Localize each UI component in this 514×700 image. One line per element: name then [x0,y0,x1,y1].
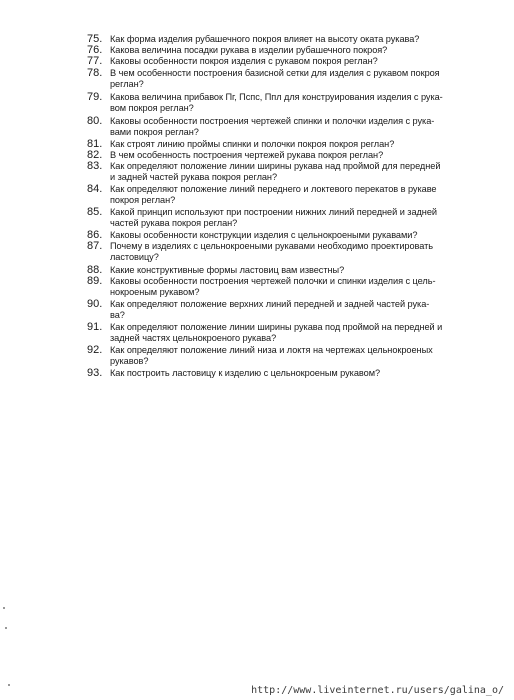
question-number: 79. [87,91,103,103]
question-text: Как определяют положение верхних линий передней и задней частей рука- ва? [110,299,430,321]
question-item [87,276,479,298]
question-text: Как определяют положение линии ширины рукава под проймой на передней и задней частях цельнокроеного рукава? [110,322,443,344]
question-number: 77. [87,55,103,67]
question-item [87,56,479,67]
question-number: 83. [87,160,103,172]
question-number: 85. [87,206,103,218]
question-item [87,116,479,138]
question-item [87,207,479,229]
scan-speck [8,684,10,686]
question-number: 76. [87,44,103,56]
scan-speck [3,607,5,609]
question-text: В чем особенности построения базисной сетки для изделия с рукавом покроя реглан? [110,68,440,90]
question-text: Как определяют положение линий переднего и локтевого перекатов в рукаве покроя реглан? [110,184,437,206]
question-text: Как определяют положение линии ширины рукава над проймой для передней и задней частей рукава покроя реглан? [110,161,441,183]
question-item [87,265,479,276]
question-item [87,45,479,56]
question-number: 87. [87,240,103,252]
question-number: 80. [87,115,103,127]
question-number: 86. [87,229,103,241]
question-item [87,150,479,161]
question-item [87,139,479,150]
question-text: Какие конструктивные формы ластовиц вам известны? [110,265,345,275]
question-number: 78. [87,67,103,79]
question-item [87,92,479,114]
question-text: Какова величина посадки рукава в изделии рубашечного покроя? [110,45,388,55]
question-item [87,68,479,90]
question-number: 90. [87,298,103,310]
question-text: Каковы особенности конструкции изделия с цельнокроеными рукавами? [110,230,418,240]
question-item [87,299,479,321]
question-number: 81. [87,138,103,150]
question-text: Как построить ластовицу к изделию с цельнокроеным рукавом? [110,368,381,378]
question-item [87,368,479,379]
question-item [87,34,479,45]
question-item [87,230,479,241]
question-text: Как форма изделия рубашечного покроя влияет на высоту оката рукава? [110,34,420,44]
question-item [87,161,479,183]
question-text: Каковы особенности построения чертежей полочки и спинки изделия с цель- нокроеным рукавом? [110,276,436,298]
question-number: 93. [87,367,103,379]
question-item [87,184,479,206]
scan-speck [5,627,7,629]
question-text: Как строят линию проймы спинки и полочки покроя покроя реглан? [110,139,395,149]
question-text: Как определяют положение линий низа и локтя на чертежах цельнокроеных рукавов? [110,345,433,367]
question-number: 89. [87,275,103,287]
question-number: 92. [87,344,103,356]
question-number: 84. [87,183,103,195]
question-number: 75. [87,33,103,45]
question-item [87,241,479,263]
question-number: 88. [87,264,103,276]
question-item [87,322,479,344]
question-item [87,345,479,367]
question-text: Каковы особенности покроя изделия с рукавом покроя реглан? [110,56,378,66]
question-text: Какова величина прибавок Пг, Пспс, Ппл для конструирования изделия с рука- вом покроя реглан? [110,92,443,114]
watermark-url: http://www.liveinternet.ru/users/galina_o/ [251,685,504,696]
question-text: В чем особенность построения чертежей рукава покроя реглан? [110,150,384,160]
question-number: 91. [87,321,103,333]
question-text: Какой принцип используют при построении нижних линий передней и задней частей рукава покроя реглан? [110,207,437,229]
question-text: Почему в изделиях с цельнокроеными рукавами необходимо проектировать ластовицу? [110,241,434,263]
question-text: Каковы особенности построения чертежей спинки и полочки изделия с рука- вами покроя реглан? [110,116,435,138]
question-number: 82. [87,149,103,161]
